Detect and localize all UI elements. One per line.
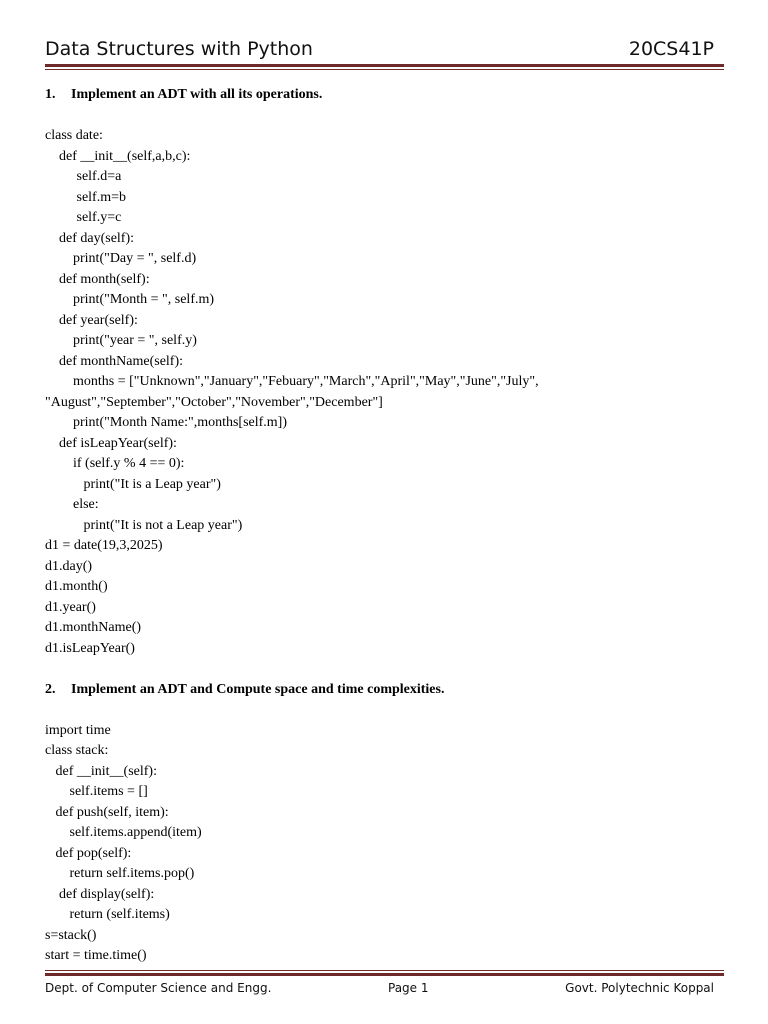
code-line: import time — [45, 722, 111, 738]
code-line: d1.isLeapYear() — [45, 640, 135, 656]
spacer — [45, 700, 725, 721]
spacer — [45, 659, 725, 680]
footer-page-number: Page 1 — [388, 981, 429, 995]
code-line: def day(self): — [45, 230, 135, 246]
header-rule-thick — [45, 64, 724, 67]
code-line: else: — [45, 497, 99, 512]
code-line: self.m=b — [45, 189, 126, 205]
code-line: print("year = ", self.y) — [45, 333, 197, 348]
page-header — [45, 36, 723, 64]
code-line: print("Day = ", self.d) — [45, 251, 197, 266]
code-line: months = ["Unknown","January","Febuary","March","April","May","June","July", — [45, 374, 539, 389]
code-line: def display(self): — [45, 886, 155, 902]
code-line: d1.year() — [45, 599, 96, 615]
header-course-code: 20CS41P — [628, 38, 714, 60]
page-content — [45, 85, 725, 967]
section-2-number: 2. — [45, 681, 56, 697]
code-line: self.items = [] — [45, 784, 148, 799]
code-line: def isLeapYear(self): — [45, 435, 177, 451]
code-line: self.d=a — [45, 169, 122, 184]
code-line: self.y=c — [45, 210, 122, 225]
section-1-code-block — [45, 126, 725, 659]
header-rule-thin — [45, 69, 724, 70]
section-1-title: Implement an ADT with all its operations. — [71, 87, 323, 102]
code-line: def year(self): — [45, 312, 138, 328]
section-2-heading — [45, 680, 725, 701]
footer-rule-thick — [45, 973, 724, 976]
section-2-code-block — [45, 721, 725, 967]
code-line: def pop(self): — [45, 845, 132, 861]
code-line: print("It is a Leap year") — [45, 476, 221, 492]
code-line: class date: — [45, 128, 103, 143]
code-line: return (self.items) — [45, 907, 170, 922]
code-line: d1.day() — [45, 558, 93, 574]
header-title: Data Structures with Python — [45, 38, 313, 60]
spacer — [45, 106, 725, 127]
footer-institution: Govt. Polytechnic Koppal — [565, 981, 714, 995]
code-line: self.items.append(item) — [45, 825, 202, 840]
code-line: start = time.time() — [45, 948, 147, 963]
code-line: d1.monthName() — [45, 620, 142, 635]
code-line: print("Month = ", self.m) — [45, 292, 215, 307]
code-line: class stack: — [45, 743, 109, 758]
section-1-heading — [45, 85, 725, 106]
page-footer — [45, 978, 723, 998]
code-line: d1 = date(19,3,2025) — [45, 538, 163, 553]
footer-rule-thin — [45, 970, 724, 971]
footer-department: Dept. of Computer Science and Engg. — [45, 981, 272, 995]
section-2-title: Implement an ADT and Compute space and time complexities. — [71, 681, 445, 697]
code-line: def month(self): — [45, 271, 150, 287]
code-line: print("Month Name:",months[self.m]) — [45, 415, 288, 430]
code-line: def monthName(self): — [45, 353, 184, 369]
code-line: def __init__(self,a,b,c): — [45, 148, 191, 164]
code-line: def __init__(self): — [45, 763, 157, 779]
code-line: "August","September","October","November","December"] — [45, 394, 383, 410]
code-line: d1.month() — [45, 579, 108, 594]
code-line: if (self.y % 4 == 0): — [45, 456, 185, 471]
code-line: s=stack() — [45, 927, 97, 943]
code-line: def push(self, item): — [45, 804, 169, 820]
code-line: print("It is not a Leap year") — [45, 517, 243, 533]
code-line: return self.items.pop() — [45, 866, 195, 881]
section-1-number: 1. — [45, 87, 56, 102]
